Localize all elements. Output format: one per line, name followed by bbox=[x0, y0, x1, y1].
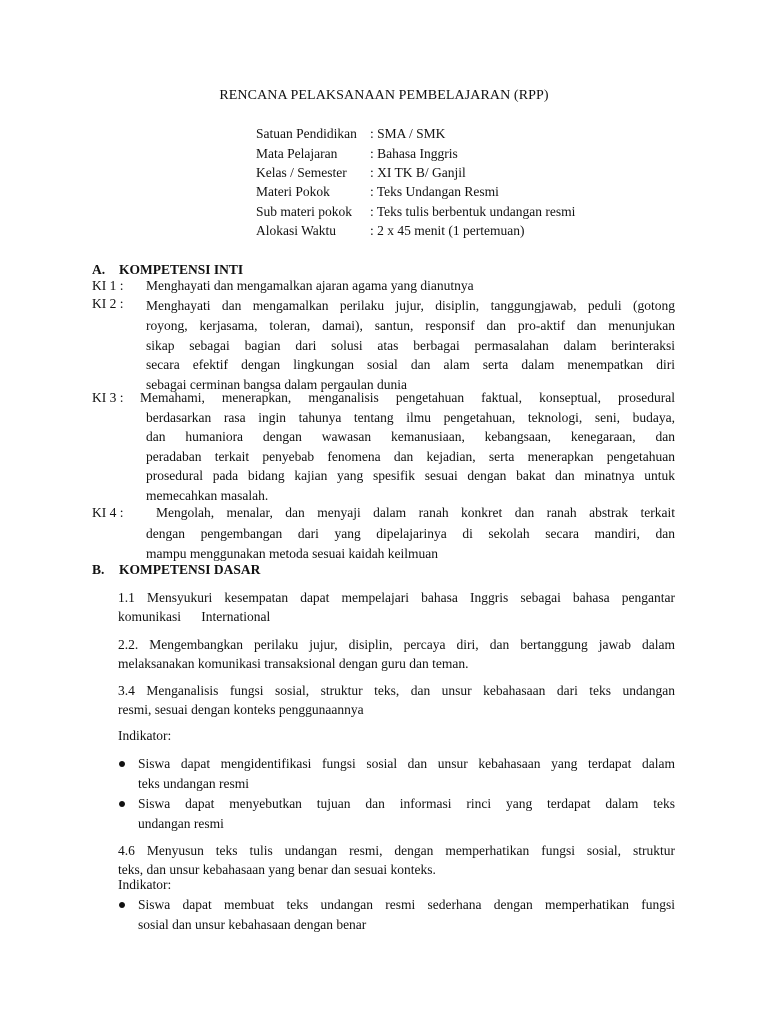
ki1-text: Menghayati dan mengamalkan ajaran agama yang dianutnya bbox=[146, 278, 474, 293]
ki2-line: royong, kerjasama, toleran, damai), santun, responsif dan pro-aktif dan menunjukan bbox=[146, 318, 675, 333]
section-a-title: KOMPETENSI INTI bbox=[119, 262, 244, 277]
ki1-label: KI 1 : bbox=[92, 278, 124, 293]
kd-3-4-line: 3.4 Menganalisis fungsi sosial, struktur teks, dan unsur kebahasaan dari teks undangan bbox=[118, 683, 675, 698]
ki2-line: sikap sebagai bagian dari solusi atas berbagai permasalahan dalam berinteraksi bbox=[146, 337, 675, 353]
identity-value: : Teks Undangan Resmi bbox=[370, 184, 499, 199]
ki4-line: dengan pengembangan dari yang dipelajarinya di sekolah secara mandiri, dan bbox=[146, 526, 675, 541]
section-a-heading bbox=[92, 262, 243, 278]
indikator-item bbox=[138, 794, 675, 834]
identity-label: Materi Pokok bbox=[256, 184, 330, 199]
section-a-letter: A. bbox=[92, 262, 106, 277]
identity-label: Alokasi Waktu bbox=[256, 223, 337, 238]
indikator-label: Indikator: bbox=[118, 877, 172, 892]
kd-1-1-line: komunikasi International bbox=[118, 609, 271, 624]
identity-label: Mata Pelajaran bbox=[256, 146, 338, 161]
identity-label: Sub materi pokok bbox=[256, 204, 352, 219]
ki2-label: KI 2 : bbox=[92, 296, 124, 311]
kd-4-6 bbox=[118, 841, 675, 879]
identity-value: : Bahasa Inggris bbox=[370, 146, 458, 161]
ki2-line: secara efektif dengan lingkungan sosial dan alam serta dalam menempatkan diri bbox=[146, 357, 675, 372]
kd-2-2-line: melaksanakan komunikasi transaksional dengan guru dan teman. bbox=[118, 656, 469, 671]
ki3-line: prosedural pada bidang kajian yang spesifik sesuai dengan bakat dan minatnya untuk bbox=[146, 468, 675, 484]
ki3-line: dan humaniora dengan wawasan kemanusiaan, kebangsaan, kenegaraan, dan bbox=[146, 429, 675, 445]
ki3-line: berdasarkan rasa ingin tahunya tentang ilmu pengetahuan, teknologi, seni, budaya, bbox=[146, 410, 675, 425]
ki3-line: memecahkan masalah. bbox=[146, 487, 269, 503]
ki2-line: Menghayati dan mengamalkan perilaku jujur, disiplin, tanggungjawab, peduli (gotong bbox=[146, 298, 675, 313]
indikator-item-line: sosial dan unsur kebahasaan dengan benar bbox=[138, 917, 367, 932]
indikator-item bbox=[138, 895, 675, 935]
section-b-title: KOMPETENSI DASAR bbox=[119, 562, 261, 577]
kd-4-6-line: 4.6 Menyusun teks tulis undangan resmi, dengan memperhatikan fungsi sosial, struktur bbox=[118, 843, 675, 858]
ki4-line: mampu menggunakan metoda sesuai kaidah keilmuan bbox=[146, 545, 439, 561]
ki4-line: Mengolah, menalar, dan menyaji dalam ranah konkret dan ranah abstrak terkait bbox=[156, 505, 675, 520]
identity-label: Satuan Pendidikan bbox=[256, 126, 357, 141]
kd-1-1-line: 1.1 Mensyukuri kesempatan dapat mempelajari bahasa Inggris sebagai bahasa pengantar bbox=[118, 590, 675, 605]
ki3-line: Memahami, menerapkan, menganalisis pengetahuan faktual, konseptual, prosedural bbox=[140, 390, 675, 405]
section-b-letter: B. bbox=[92, 562, 105, 577]
identity-value: : 2 x 45 menit (1 pertemuan) bbox=[370, 223, 525, 238]
ki4-continuation bbox=[146, 524, 675, 563]
kd-1-1 bbox=[118, 588, 675, 626]
kd-2-2-line: 2.2. Mengembangkan perilaku jujur, disiplin, percaya diri, dan bertanggung jawab dalam bbox=[118, 637, 675, 652]
ki3-first-line-wrap bbox=[140, 390, 675, 406]
section-b-heading bbox=[92, 562, 260, 578]
ki3-continuation bbox=[146, 408, 675, 505]
ki3-label: KI 3 : bbox=[92, 390, 124, 405]
kd-2-2 bbox=[118, 635, 675, 673]
identity-value: : XI TK B/ Ganjil bbox=[370, 165, 466, 180]
bullet-icon bbox=[119, 902, 125, 908]
ki2-line: sebagai cerminan bangsa dalam pergaulan dunia bbox=[146, 376, 408, 392]
indikator-item-line: Siswa dapat membuat teks undangan resmi sederhana dengan memperhatikan fungsi bbox=[138, 897, 675, 912]
identity-label: Kelas / Semester bbox=[256, 165, 347, 180]
bullet-icon bbox=[119, 801, 125, 807]
identity-value: : SMA / SMK bbox=[370, 126, 446, 141]
ki3-line: peradaban terkait penyebab fenomena dan kejadian, serta menerapkan pengetahuan bbox=[146, 448, 675, 464]
kd-4-6-line: teks, dan unsur kebahasaan yang benar dan sesuai konteks. bbox=[118, 862, 436, 877]
identity-value: : Teks tulis berbentuk undangan resmi bbox=[370, 204, 576, 219]
indikator-item-line: undangan resmi bbox=[138, 816, 224, 831]
indikator-item-line: Siswa dapat menyebutkan tujuan dan informasi rinci yang terdapat dalam teks bbox=[138, 796, 675, 811]
indikator-item bbox=[138, 754, 675, 794]
indikator-item-line: teks undangan resmi bbox=[138, 776, 249, 791]
ki4-first-line-wrap bbox=[156, 505, 675, 521]
indikator-label: Indikator: bbox=[118, 728, 172, 743]
kd-3-4-line: resmi, sesuai dengan konteks penggunaannya bbox=[118, 702, 364, 717]
ki2-continuation bbox=[146, 316, 675, 394]
kd-3-4 bbox=[118, 681, 675, 719]
document-title: RENCANA PELAKSANAAN PEMBELAJARAN (RPP) bbox=[219, 88, 549, 103]
indikator-item-line: Siswa dapat mengidentifikasi fungsi sosial dan unsur kebahasaan yang terdapat dalam bbox=[138, 756, 675, 771]
bullet-icon bbox=[119, 761, 125, 767]
ki4-label: KI 4 : bbox=[92, 505, 124, 520]
ki2-first-line-wrap bbox=[146, 296, 675, 316]
